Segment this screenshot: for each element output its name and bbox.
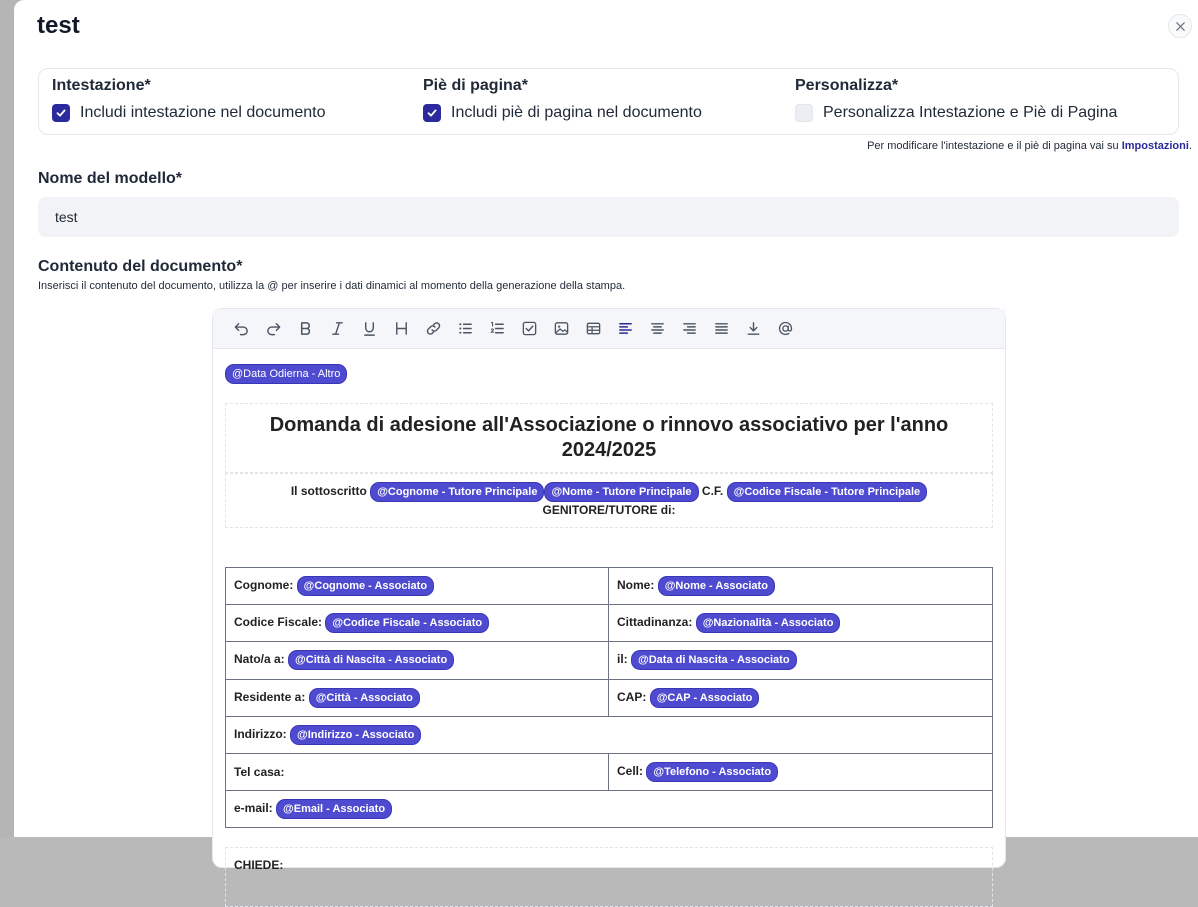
image-button[interactable] [545, 313, 577, 345]
table-row [226, 679, 993, 716]
table-cell [609, 642, 993, 679]
table-cell [226, 753, 609, 790]
cell-label: Indirizzo: [234, 727, 287, 742]
download-button[interactable] [737, 313, 769, 345]
cell-label: il: [617, 652, 628, 667]
mention-pill[interactable]: @Indirizzo - Associato [290, 725, 421, 745]
download-icon [745, 320, 762, 337]
link-button[interactable] [417, 313, 449, 345]
heading-button[interactable] [385, 313, 417, 345]
link-icon [425, 320, 442, 337]
table-row [226, 568, 993, 605]
heading-icon [393, 320, 410, 337]
content-label: Contenuto del documento* [38, 258, 243, 275]
mention-pill[interactable]: @Email - Associato [276, 799, 392, 819]
associate-data-table [225, 567, 993, 828]
mention-pill[interactable]: @Cognome - Tutore Principale [370, 482, 544, 502]
cell-label: Nato/a a: [234, 652, 285, 667]
underline-button[interactable] [353, 313, 385, 345]
align-left-button[interactable] [609, 313, 641, 345]
table-cell [609, 753, 993, 790]
document-heading-text: Domanda di adesione all'Associazione o rinnovo associativo per l'anno 2024/2025 [269, 414, 949, 461]
table-cell [226, 642, 609, 679]
align-right-button[interactable] [673, 313, 705, 345]
sottoscritto-block [225, 473, 993, 528]
align-center-button[interactable] [641, 313, 673, 345]
table-cell [226, 605, 609, 642]
mention-button[interactable] [769, 313, 801, 345]
header-option [52, 77, 326, 122]
mention-pill[interactable]: @Codice Fiscale - Tutore Principale [727, 482, 928, 502]
mention-pill[interactable]: @Nome - Associato [658, 576, 775, 596]
template-modal [14, 0, 1198, 872]
table-cell [226, 791, 993, 828]
include-footer-label: Includi piè di pagina nel documento [451, 104, 702, 121]
chiede-block [225, 847, 993, 907]
cell-label: Cell: [617, 764, 644, 779]
table-row [226, 716, 993, 753]
header-option-title: Intestazione* [52, 77, 151, 94]
align-right-icon [681, 320, 698, 337]
header-footer-options [38, 68, 1179, 135]
document-heading [225, 403, 993, 473]
task-list-icon [521, 320, 538, 337]
table-cell [226, 679, 609, 716]
cell-label: Nome: [617, 578, 655, 593]
mention-pill[interactable]: @Codice Fiscale - Associato [325, 613, 489, 633]
mention-pill[interactable]: @Cognome - Associato [297, 576, 434, 596]
table-cell [609, 568, 993, 605]
align-justify-button[interactable] [705, 313, 737, 345]
table-cell [226, 568, 609, 605]
align-center-icon [649, 320, 666, 337]
underline-icon [361, 320, 378, 337]
modal-title: test [37, 12, 80, 39]
custom-option-title: Personalizza* [795, 77, 899, 94]
bold-button[interactable] [289, 313, 321, 345]
cell-label: Tel casa: [234, 765, 285, 780]
footer-option [423, 77, 702, 122]
cf-label: C.F. [701, 484, 724, 499]
sottoscritto-line [226, 482, 992, 502]
table-icon [585, 320, 602, 337]
task-list-button[interactable] [513, 313, 545, 345]
table-cell [226, 716, 993, 753]
checkbox-unchecked[interactable] [795, 104, 813, 122]
table-cell [609, 605, 993, 642]
table-row [226, 642, 993, 679]
model-name-input[interactable]: test [38, 197, 1179, 237]
cell-label: CAP: [617, 689, 647, 704]
cell-label: e-mail: [234, 801, 273, 816]
footer-option-title: Piè di pagina* [423, 77, 528, 94]
ordered-list-icon [489, 320, 506, 337]
align-left-icon [617, 320, 634, 337]
mention-pill[interactable]: @Città - Associato [309, 688, 420, 708]
close-button[interactable] [1168, 14, 1192, 38]
custom-option [795, 77, 1117, 122]
cell-label: Residente a: [234, 689, 306, 704]
settings-hint-end: . [1188, 140, 1192, 152]
editor-toolbar [213, 309, 1005, 349]
settings-hint-text: Per modificare l'intestazione e il piè di pagina vai su [867, 140, 1119, 152]
redo-icon [265, 320, 282, 337]
check-icon [55, 107, 67, 119]
cell-label: Cognome: [234, 578, 294, 593]
model-name-label: Nome del modello* [38, 170, 183, 187]
close-icon [1175, 21, 1186, 32]
check-icon [426, 107, 438, 119]
mention-pill[interactable]: @Telefono - Associato [646, 762, 778, 782]
bullet-list-icon [457, 320, 474, 337]
customize-label: Personalizza Intestazione e Piè di Pagina [823, 104, 1118, 121]
redo-button[interactable] [257, 313, 289, 345]
undo-button[interactable] [225, 313, 257, 345]
include-header-checkbox[interactable] [52, 104, 326, 122]
ordered-list-button[interactable] [481, 313, 513, 345]
settings-link[interactable]: Impostazioni [1121, 140, 1189, 152]
mention-icon [777, 320, 794, 337]
image-icon [553, 320, 570, 337]
bullet-list-button[interactable] [449, 313, 481, 345]
table-row [226, 753, 993, 790]
bold-icon [297, 320, 314, 337]
undo-icon [233, 320, 250, 337]
table-row [226, 605, 993, 642]
content-hint: Inserisci il contenuto del documento, utilizza la @ per inserire i dati dinamici al momento della generazione della stampa. [38, 280, 626, 292]
mention-pill[interactable]: @Nazionalità - Associato [696, 613, 841, 633]
customize-checkbox[interactable] [795, 104, 1117, 122]
mention-pill[interactable]: @Città di Nascita - Associato [288, 650, 454, 670]
align-justify-icon [713, 320, 730, 337]
checkbox-checked[interactable] [423, 104, 441, 122]
mention-date-pill[interactable]: @Data Odierna - Altro [225, 364, 347, 384]
table-cell [609, 679, 993, 716]
cell-label: Codice Fiscale: [234, 615, 323, 630]
include-footer-checkbox[interactable] [423, 104, 702, 122]
sottoscritto-prefix: Il sottoscritto [290, 484, 367, 499]
cell-label: Cittadinanza: [617, 615, 693, 630]
chiede-label: CHIEDE: [234, 858, 284, 872]
mention-pill[interactable]: @CAP - Associato [650, 688, 760, 708]
rich-text-editor [212, 308, 1006, 872]
italic-button[interactable] [321, 313, 353, 345]
genitore-line: GENITORE/TUTORE di: [542, 503, 676, 517]
mention-pill[interactable]: @Data di Nascita - Associato [631, 650, 797, 670]
table-button[interactable] [577, 313, 609, 345]
settings-hint [867, 140, 1192, 152]
checkbox-checked[interactable] [52, 104, 70, 122]
italic-icon [329, 320, 346, 337]
include-header-label: Includi intestazione nel documento [80, 104, 326, 121]
table-row [226, 791, 993, 828]
mention-pill[interactable]: @Nome - Tutore Principale [544, 482, 698, 502]
